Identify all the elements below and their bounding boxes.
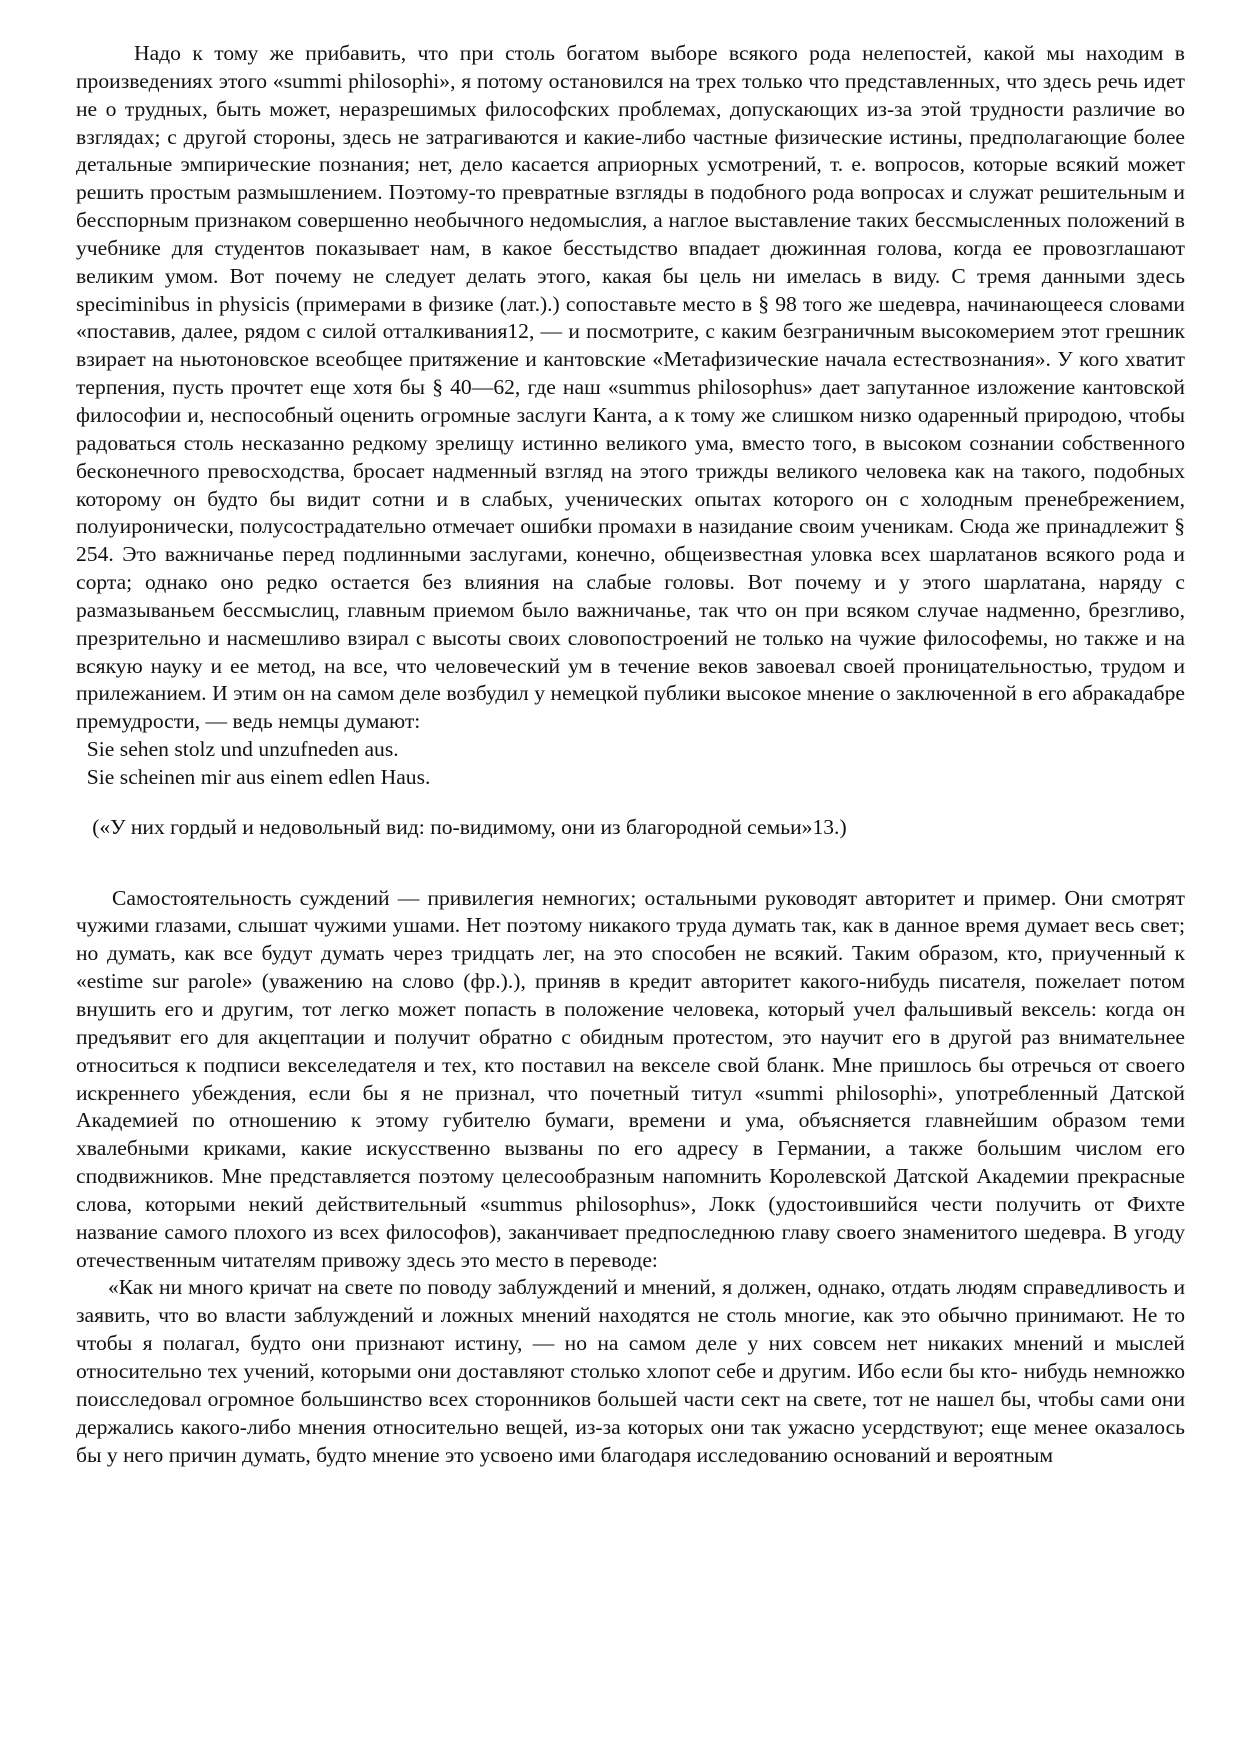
paragraph-2: Самостоятельность суждений — привилегия немногих; остальными руководят авторитет и пример. Они смотрят чужими глазами, слышат чужими ушами. Нет поэтому никакого труда думать так, как в данное время думает весь свет; но думать, как все будут думать через тридцать лег, на это способен не всякий. Таким образом, кто, приученный к «estime sur parole» (уважению на слово (фр.).), приняв в кредит авторитет какого-нибудь писателя, пожелает потом внушить его и другим, тот легко может попасть в положение человека, который учел фальшивый вексель: когда он предъявит его для акцептации и получит обратно с обидным протестом, это научит его в другой раз внимательнее относиться к подписи векселедателя и тех, кто поставил на векселе свой бланк. Мне пришлось бы отречься от своего искреннего убеждения, если бы я не признал, что почетный титул «summi philosophi», употребленный Датской Академией по отношению к этому губителю бумаги, времени и ума, объясняется главнейшим образом теми хвалебными криками, какие искусственно вызваны по его адресу в Германии, а также большим числом его сподвижников. Мне представляется поэтому целесообразным напомнить Королевской Датской Академии прекрасные слова, которыми некий действительный «summus philosophus», Локк (удостоившийся чести получить от Фихте название самого плохого из всех философов), заканчивает предпоследнюю главу своего знаменитого шедевра. В угоду отечественным читателям привожу здесь это место в переводе: [76,885,1185,1272]
verse-line-2-text: Sie scheinen mir aus einem edlen Haus. [86,764,431,789]
verse-translation-text: («У них гордый и недовольный вид: по-видимому, они из благородной семьи»13.) [92,814,847,839]
verse-translation [76,814,1185,842]
paragraph-1: Надо к тому же прибавить, что при столь богатом выборе всякого рода нелепостей, какой мы находим в произведениях этого «summi philosophi», я потому остановился на трех только что представленных, что здесь речь идет не о трудных, быть может, неразрешимых философских проблемах, допускающих из-за этой трудности различие во взглядах; с другой стороны, здесь не затрагиваются и какие-либо частные физические истины, предполагающие более детальные эмпирические познания; нет, дело касается априорных усмотрений, т. е. вопросов, которые всякий может решить простым размышлением. Поэтому-то превратные взгляды в подобного рода вопросах и служат решительным и бесспорным признаком совершенно необычного недомыслия, а наглое выставление таких бессмысленных положений в учебнике для студентов показывает нам, в какое бесстыдство впадает дюжинная голова, когда ее провозглашают великим умом. Вот почему не следует делать этого, какая бы цель ни имелась в виду. С тремя данными здесь speciminibus in physicis (примерами в физике (лат.).) сопоставьте место в § 98 того же шедевра, начинающееся словами «поставив, далее, рядом с силой отталкивания12, — и посмотрите, с каким безграничным высокомерием этот грешник взирает на ньютоновское всеобщее притяжение и кантовские «Метафизические начала естествознания». У кого хватит терпения, пусть прочтет еще хотя бы § 40—62, где наш «summus philosophus» дает запутанное изложение кантовской философии и, неспособный оценить огромные заслуги Канта, а к тому же слишком низко одаренный природою, чтобы радоваться столь несказанно редкому зрелищу истинно великого ума, вместо того, в высоком сознании собственного бесконечного превосходства, бросает надменный взгляд на этого трижды великого человека как на такого, подобных которому он будто бы видит сотни и в слабых, ученических опытах которого он с холодным пренебрежением, полуиронически, полусострадательно отмечает ошибки промахи в назидание своим ученикам. Сюда же принадлежит § 254. Это важничанье перед подлинными заслугами, конечно, общеизвестная уловка всех шарлатанов всякого рода и сорта; однако оно редко остается без влияния на слабые головы. Вот почему и у этого шарлатана, наряду с размазываньем бессмыслиц, главным приемом было важничанье, так что он при всяком случае надменно, брезгливо, презрительно и насмешливо взирал с высоты своих словопостроений не только на чужие философемы, но также и на всякую науку и ее метод, на все, что человеческий ум в течение веков завоевал своей проницательностью, трудом и прилежанием. И этим он на самом деле возбудил у немецкой публики высокое мнение о заключенной в его абракадабре премудрости, — ведь немцы думают: [76,41,1185,734]
verse-line-1 [76,736,1185,764]
document-page [76,40,1185,1469]
paragraph-3-quote: «Как ни много кричат на свете по поводу заблуждений и мнений, я должен, однако, отдать людям справедливость и заявить, что во власти заблуждений и ложных мнений находятся не столь многие, как это обычно принимают. Не то чтобы я полагал, будто они признают истину, — но на самом деле у них совсем нет никаких мнений и мыслей относительно тех учений, которыми они доставляют столько хлопот себе и другим. Ибо если бы кто- нибудь немножко поисследовал огромное большинство всех сторонников большей части сект на свете, тот не нашел бы, чтобы сами они держались какого-либо мнения относительно вещей, из-за которых они так ужасно усердствуют; еще менее оказалось бы у него причин думать, будто мнение это усвоено ими благодаря исследованию оснований и вероятным [76,1275,1185,1467]
verse-line-1-text: Sie sehen stolz und unzufneden aus. [86,737,399,762]
verse-line-2 [76,764,1185,792]
